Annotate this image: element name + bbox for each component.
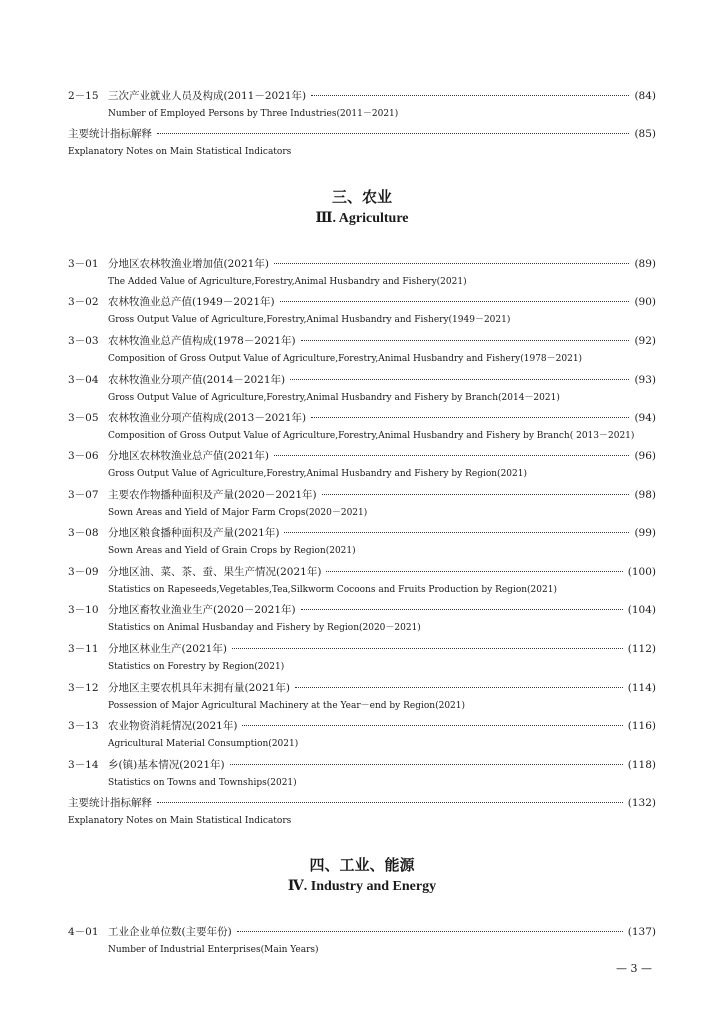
entry-page: (137) xyxy=(627,926,656,938)
entry-number: 3－14 xyxy=(68,759,99,771)
entry-page: (92) xyxy=(634,335,656,347)
entry-page: (99) xyxy=(634,527,656,539)
entry-title-zh: 分地区农林牧渔业增加值(2021年) xyxy=(108,258,269,270)
entry-title-en: Explanatory Notes on Main Statistical Indicators xyxy=(68,816,292,826)
entry-title-en: Sown Areas and Yield of Grain Crops by Region(2021) xyxy=(108,546,356,556)
entry-title-en: Gross Output Value of Agriculture,Forestry,Animal Husbandry and Fishery by Region(2021) xyxy=(108,469,527,479)
entry-number: 3－07 xyxy=(68,489,99,501)
entry-number: 2－15 xyxy=(68,90,99,102)
toc-entry[interactable] xyxy=(68,602,656,637)
entry-number: 3－09 xyxy=(68,566,99,578)
toc-entry[interactable] xyxy=(68,487,656,522)
entry-title-zh: 农业物资消耗情况(2021年) xyxy=(108,720,238,732)
entry-title-zh: 农林牧渔业总产值构成(1978－2021年) xyxy=(108,335,296,347)
toc-entry[interactable] xyxy=(68,680,656,715)
entry-title-en: Statistics on Towns and Townships(2021) xyxy=(108,778,297,788)
dot-leader xyxy=(274,455,630,456)
entry-title-zh: 乡(镇)基本情况(2021年) xyxy=(108,759,225,771)
toc-entry[interactable] xyxy=(68,924,656,959)
dot-leader xyxy=(322,494,630,495)
entry-page: (100) xyxy=(627,566,656,578)
dot-leader xyxy=(157,133,629,134)
entry-number: 3－13 xyxy=(68,720,99,732)
entry-page: (114) xyxy=(627,682,656,694)
entry-page: (98) xyxy=(634,489,656,501)
entry-title-en: Statistics on Animal Husbanday and Fishery by Region(2020－2021) xyxy=(108,623,421,633)
entry-title-en: The Added Value of Agriculture,Forestry,Animal Husbandry and Fishery(2021) xyxy=(108,277,467,287)
entry-title-zh: 农林牧渔业分项产值(2014－2021年) xyxy=(108,374,286,386)
dot-leader xyxy=(230,764,623,765)
entry-title-zh: 分地区畜牧业渔业生产(2020－2021年) xyxy=(108,604,296,616)
entry-title-en: Possession of Major Agricultural Machinery at the Year－end by Region(2021) xyxy=(108,701,466,711)
entry-title-zh: 主要统计指标解释 xyxy=(68,128,152,140)
dot-leader xyxy=(157,802,623,803)
entry-title-zh: 农林牧渔业分项产值构成(2013－2021年) xyxy=(108,412,307,424)
entry-title-zh: 工业企业单位数(主要年份) xyxy=(108,926,232,938)
entry-title-en: Statistics on Forestry by Region(2021) xyxy=(108,662,285,672)
section-title-zh: 四、工业、能源 xyxy=(309,856,415,874)
entry-page: (90) xyxy=(634,296,656,308)
entry-title-en: Composition of Gross Output Value of Agriculture,Forestry,Animal Husbandry and Fishery by Branch( 2013－2021) xyxy=(108,431,635,441)
entry-title-en: Explanatory Notes on Main Statistical Indicators xyxy=(68,147,292,157)
entry-number: 3－06 xyxy=(68,450,99,462)
section-title-en: Ⅳ. Industry and Energy xyxy=(287,879,437,894)
entry-number: 3－03 xyxy=(68,335,99,347)
dot-leader xyxy=(274,263,630,264)
dot-leader xyxy=(280,301,630,302)
dot-leader xyxy=(242,725,622,726)
entry-title-en: Number of Employed Persons by Three Industries(2011－2021) xyxy=(108,109,399,119)
entry-page: (116) xyxy=(627,720,656,732)
entry-page: (96) xyxy=(634,450,656,462)
toc-entry[interactable] xyxy=(68,718,656,753)
entry-number: 3－04 xyxy=(68,374,99,386)
page-number: — 3 — xyxy=(616,962,652,975)
toc-entry[interactable] xyxy=(68,256,656,291)
entry-title-en: Gross Output Value of Agriculture,Forestry,Animal Husbandry and Fishery(1949－2021) xyxy=(108,315,511,325)
entry-title-zh: 分地区粮食播种面积及产量(2021年) xyxy=(108,527,280,539)
dot-leader xyxy=(301,609,623,610)
toc-entry[interactable] xyxy=(68,372,656,407)
entry-title-zh: 农林牧渔业总产值(1949－2021年) xyxy=(108,296,275,308)
dot-leader xyxy=(311,95,629,96)
dot-leader xyxy=(301,340,630,341)
entry-number: 3－12 xyxy=(68,682,99,694)
dot-leader xyxy=(311,417,629,418)
dot-leader xyxy=(295,687,623,688)
toc-entry[interactable] xyxy=(68,88,656,123)
entry-title-zh: 分地区主要农机具年末拥有量(2021年) xyxy=(108,682,290,694)
toc-entry[interactable] xyxy=(68,333,656,368)
section-title-zh: 三、农业 xyxy=(331,188,392,206)
toc-entry-notes[interactable] xyxy=(68,795,656,830)
entry-number: 4－01 xyxy=(68,926,99,938)
toc-entry[interactable] xyxy=(68,294,656,329)
dot-leader xyxy=(284,532,629,533)
entry-page: (94) xyxy=(634,412,656,424)
dot-leader xyxy=(237,931,623,932)
toc-entry-notes[interactable] xyxy=(68,126,656,161)
entry-number: 3－11 xyxy=(68,643,99,655)
entry-number: 3－02 xyxy=(68,296,99,308)
entry-page: (84) xyxy=(634,90,656,102)
entry-number: 3－08 xyxy=(68,527,99,539)
entry-title-zh: 分地区油、菜、茶、蚕、果生产情况(2021年) xyxy=(108,566,322,578)
toc-entry[interactable] xyxy=(68,448,656,483)
entry-title-en: Sown Areas and Yield of Major Farm Crops(2020－2021) xyxy=(108,508,368,518)
toc-entry[interactable] xyxy=(68,564,656,599)
entry-number: 3－01 xyxy=(68,258,99,270)
entry-title-en: Composition of Gross Output Value of Agriculture,Forestry,Animal Husbandry and Fishery(1978－2021) xyxy=(108,354,583,364)
entry-page: (112) xyxy=(627,643,656,655)
toc-entry[interactable] xyxy=(68,641,656,676)
entry-title-zh: 分地区农林牧渔业总产值(2021年) xyxy=(108,450,269,462)
entry-page: (104) xyxy=(627,604,656,616)
dot-leader xyxy=(232,648,623,649)
entry-number: 3－05 xyxy=(68,412,99,424)
entry-number: 3－10 xyxy=(68,604,99,616)
dot-leader xyxy=(326,571,622,572)
entry-title-zh: 三次产业就业人员及构成(2011－2021年) xyxy=(108,90,307,102)
entry-page: (132) xyxy=(627,797,656,809)
entry-title-zh: 主要农作物播种面积及产量(2020－2021年) xyxy=(108,489,317,501)
dot-leader xyxy=(290,379,629,380)
entry-title-zh: 分地区林业生产(2021年) xyxy=(108,643,227,655)
entry-title-zh: 主要统计指标解释 xyxy=(68,797,152,809)
entry-page: (85) xyxy=(634,128,656,140)
toc-entry[interactable] xyxy=(68,525,656,560)
toc-entry[interactable] xyxy=(68,757,656,792)
section-title-en: Ⅲ. Agriculture xyxy=(315,211,409,226)
entry-title-en: Number of Industrial Enterprises(Main Years) xyxy=(108,945,319,955)
toc-entry[interactable] xyxy=(68,410,656,445)
entry-page: (89) xyxy=(634,258,656,270)
entry-title-en: Agricultural Material Consumption(2021) xyxy=(108,739,299,749)
entry-page: (118) xyxy=(627,759,656,771)
entry-page: (93) xyxy=(634,374,656,386)
entry-title-en: Statistics on Rapeseeds,Vegetables,Tea,Silkworm Cocoons and Fruits Production by Region(2021) xyxy=(108,585,557,595)
entry-title-en: Gross Output Value of Agriculture,Forestry,Animal Husbandry and Fishery by Branch(2014－2021) xyxy=(108,393,560,403)
